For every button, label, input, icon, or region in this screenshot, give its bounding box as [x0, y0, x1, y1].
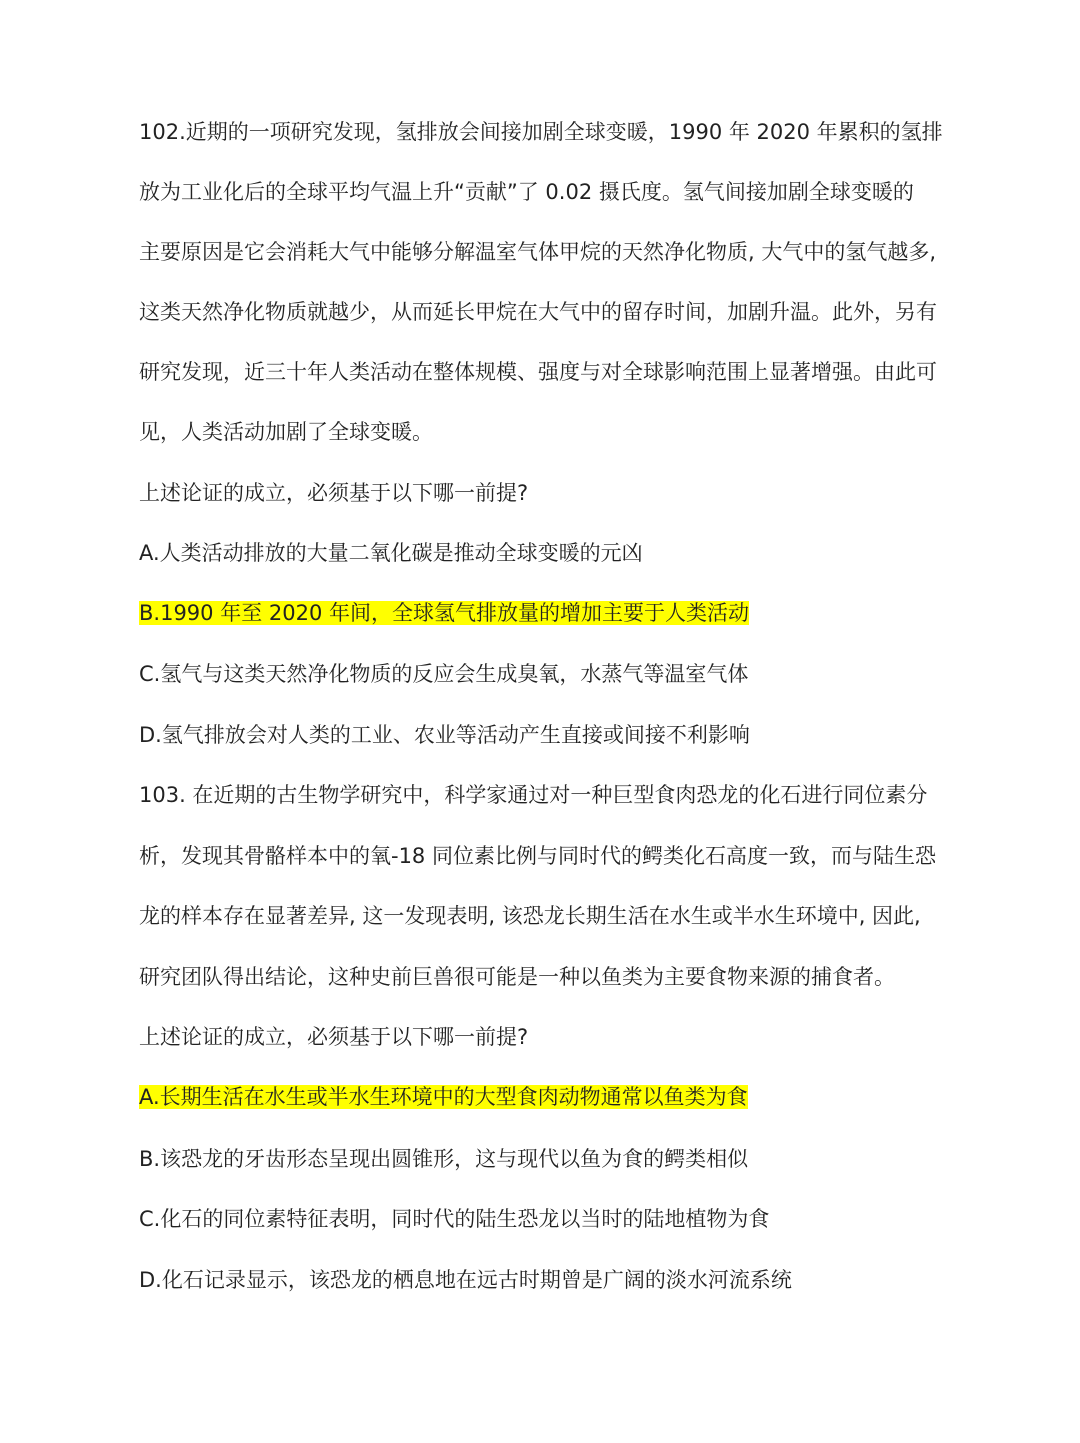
q102-option-b: [139, 598, 749, 628]
q102-stem-line-6: 见，人类活动加剧了全球变暖。: [139, 420, 433, 444]
q102-option-d: D.氢气排放会对人类的工业、农业等活动产生直接或间接不利影响: [139, 723, 750, 747]
q103-stem-line-4: 研究团队得出结论，这种史前巨兽很可能是一种以鱼类为主要食物来源的捕食者。: [139, 965, 895, 989]
q103-stem-line-3: 龙的样本存在显著差异, 这一发现表明, 该恐龙长期生活在水生或半水生环境中, 因此,: [139, 904, 921, 928]
q103-stem-line-1: 103. 在近期的古生物学研究中，科学家通过对一种巨型食肉恐龙的化石进行同位素分: [139, 783, 928, 807]
q103-option-b: B.该恐龙的牙齿形态呈现出圆锥形，这与现代以鱼为食的鳄类相似: [139, 1147, 749, 1171]
q103-option-d: D.化石记录显示，该恐龙的栖息地在远古时期曾是广阔的淡水河流系统: [139, 1268, 792, 1292]
q103-stem-line-2: 析，发现其骨骼样本中的氧-18 同位素比例与同时代的鳄类化石高度一致，而与陆生恐: [139, 844, 936, 868]
q102-option-a: A.人类活动排放的大量二氧化碳是推动全球变暖的元凶: [139, 541, 643, 565]
q103-option-a: [139, 1082, 748, 1112]
q102-stem-line-3: 主要原因是它会消耗大气中能够分解温室气体甲烷的天然净化物质, 大气中的氢气越多,: [139, 240, 937, 264]
q102-stem-line-2: 放为工业化后的全球平均气温上升“贡献”了 0.02 摄氏度。氢气间接加剧全球变暖的: [139, 180, 914, 204]
q102-prompt: 上述论证的成立，必须基于以下哪一前提?: [139, 481, 529, 505]
q103-option-c: C.化石的同位素特征表明，同时代的陆生恐龙以当时的陆地植物为食: [139, 1207, 770, 1231]
q102-stem-line-4: 这类天然净化物质就越少，从而延长甲烷在大气中的留存时间，加剧升温。此外，另有: [139, 300, 937, 324]
q103-option-a-highlight: A.长期生活在水生或半水生环境中的大型食肉动物通常以鱼类为食: [139, 1085, 748, 1109]
q102-option-c: C.氢气与这类天然净化物质的反应会生成臭氧，水蒸气等温室气体: [139, 662, 749, 686]
q102-stem-line-5: 研究发现，近三十年人类活动在整体规模、强度与对全球影响范围上显著增强。由此可: [139, 360, 937, 384]
q103-prompt: 上述论证的成立，必须基于以下哪一前提?: [139, 1025, 529, 1049]
q102-option-b-highlight: B.1990 年至 2020 年间，全球氢气排放量的增加主要于人类活动: [139, 601, 749, 625]
q102-stem-line-1: 102.近期的一项研究发现，氢排放会间接加剧全球变暖，1990 年 2020 年累积的氢排: [139, 120, 943, 144]
